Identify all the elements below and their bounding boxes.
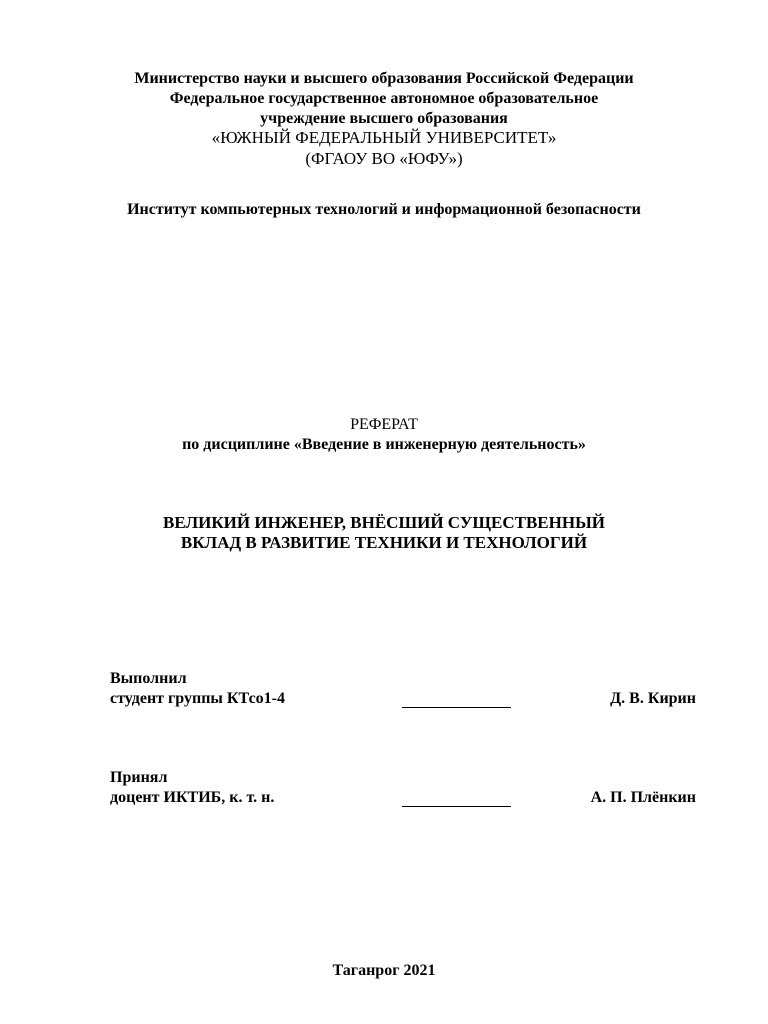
federal-institution-line: Федеральное государственное автономное образовательное [169,90,599,107]
performed-name: Д. В. Кирин [610,690,696,707]
city-year: Таганрог 2021 [332,962,436,979]
performed-role: студент группы КТсо1-4 [110,690,285,707]
accepted-label: Принял [110,769,168,786]
topic-line-1: ВЕЛИКИЙ ИНЖЕНЕР, ВНЁСШИЙ СУЩЕСТВЕННЫЙ [162,513,606,532]
accepted-name: А. П. Плёнкин [590,789,696,806]
discipline-line: по дисциплине «Введение в инженерную деятельность» [182,436,586,453]
topic-line-2: ВКЛАД В РАЗВИТИЕ ТЕХНИКИ И ТЕХНОЛОГИЙ [180,533,588,552]
higher-education-line: учреждение высшего образования [260,110,508,127]
university-name: «ЮЖНЫЙ ФЕДЕРАЛЬНЫЙ УНИВЕРСИТЕТ» [211,128,557,147]
accepted-role: доцент ИКТИБ, к. т. н. [110,789,275,806]
ministry-line: Министерство науки и высшего образования Российской Федерации [134,70,634,87]
institute-name: Институт компьютерных технологий и информационной безопасности [127,201,641,218]
accepted-signature-line [402,806,511,807]
document-type: РЕФЕРАТ [350,416,418,433]
university-abbreviation: (ФГАОУ ВО «ЮФУ») [305,149,463,168]
performed-label: Выполнил [110,670,187,687]
performed-signature-line [402,707,511,708]
